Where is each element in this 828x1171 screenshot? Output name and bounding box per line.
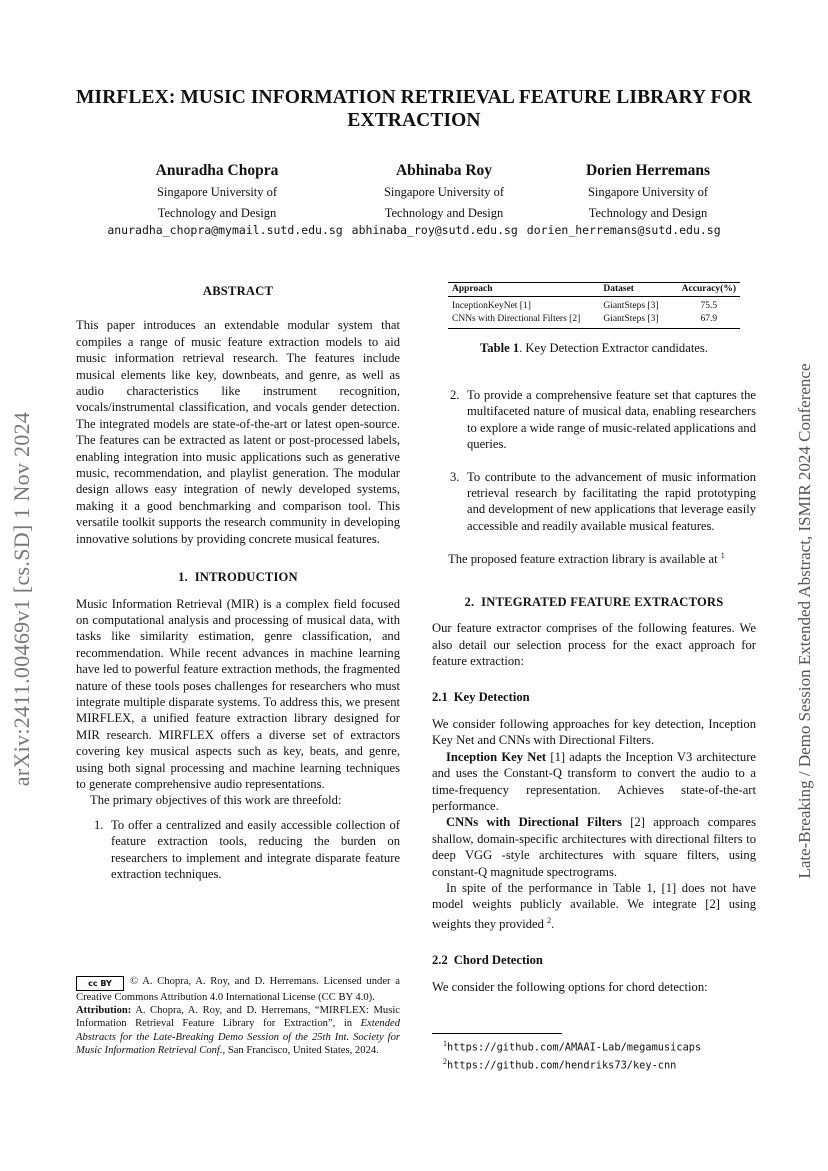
intro-paragraph-2: The primary objectives of this work are threefold: (90, 793, 342, 808)
author-affiliation: Singapore University of (383, 185, 505, 199)
footnote-link[interactable]: https://github.com/AMAAI-Lab/megamusicaps (447, 1041, 702, 1054)
chord-detection-p1: We consider the following options for chord detection: (432, 979, 708, 994)
objective-item-3: 3. To contribute to the advancement of music information retrieval research by facilitating the rapid prototyping and development of new applications that leverage easily accessible and readily available musical features. (450, 469, 756, 533)
left-column (76, 283, 400, 882)
author-affiliation: Technology and Design (588, 205, 708, 220)
author-affiliation: Singapore University of (156, 185, 278, 199)
author-affiliation: Technology and Design (157, 205, 277, 220)
table-row: InceptionKeyNet [1] GiantSteps [3] 75.5 (448, 297, 740, 314)
author-block-1 (97, 160, 337, 223)
table-1-caption: Table 1. Key Detection Extractor candidates. (480, 341, 708, 355)
table-row: CNNs with Directional Filters [2] GiantSteps [3] 67.9 (452, 314, 718, 324)
table-header: Dataset (603, 284, 634, 294)
paper-title: MIRFLEX: MUSIC INFORMATION RETRIEVAL FEATURE LIBRARY FOR EXTRACTION (76, 87, 752, 131)
license-footnote: cc BY © A. Chopra, A. Roy, and D. Herremans. Licensed under a Creative Commons Attribution 4.0 International License (CC BY 4.0). Attribution: A. Chopra, A. Roy, and D. Herremans, “MIRFLEX: Music Information Retrieval Feature Library for Extraction”, in Extended Abstracts for the Late-Breaking Demo Session of the 25th Int. Society for Music Information Retrieval Conf., San Francisco, United States, 2024. (76, 976, 400, 1056)
author-name: Anuradha Chopra (155, 162, 279, 179)
key-detection-p2: Inception Key Net [1] adapts the Inception V3 architecture and uses the Constant-Q transform to convert the audio to a time-frequency representation. Achieves state-of-the-art performance. (432, 749, 756, 813)
author-name: Abhinaba Roy (395, 162, 493, 179)
author-block-3 (528, 160, 768, 223)
author-affiliation: Technology and Design (384, 205, 504, 220)
author-name: Dorien Herremans (585, 162, 711, 179)
section-2-heading: 2. INTEGRATED FEATURE EXTRACTORS (464, 594, 724, 609)
subsection-2-1-heading: 2.1 Key Detection (432, 690, 530, 705)
right-column (432, 387, 756, 995)
footnote-link[interactable]: https://github.com/hendriks73/key-cnn (447, 1059, 677, 1072)
table-header: Accuracy(%) (681, 284, 736, 294)
author-emails (60, 223, 768, 237)
author-email: abhinaba_roy@sutd.edu.sg (351, 223, 518, 237)
author-email: anuradha_chopra@mymail.sutd.edu.sg (107, 223, 343, 237)
footnote-2: $^2$https://github.com/hendriks73/key-cnn (443, 1056, 677, 1072)
objective-item-1: 1. To offer a centralized and easily accessible collection of feature extraction tools, reducing the burden on researchers to implement and integrate disparate feature extraction techniques. (94, 817, 400, 881)
availability-sentence: The proposed feature extraction library is available at $^1$ (448, 551, 725, 567)
footnote-1: $^1$https://github.com/AMAAI-Lab/megamusicaps (443, 1039, 702, 1054)
table-header: Approach (452, 284, 493, 294)
abstract-heading: ABSTRACT (202, 284, 274, 298)
objective-item-2: 2. To provide a comprehensive feature set that captures the multifaceted nature of musical data, enabling researchers to explore a wide range of music-related applications and queries. (450, 388, 756, 452)
key-detection-p3: CNNs with Directional Filters [2] approach compares shallow, domain-specific architectures with directional filters to deep VGG -style architectures with square filters, using constant-Q magnitude spectrograms. (432, 815, 756, 879)
subsection-2-2-heading: 2.2 Chord Detection (432, 953, 543, 968)
abstract-text: This paper introduces an extendable modular system that compiles a range of music feature extraction models to aid music information retrieval research. The features include musical elements like key, downbeats, and genre, as well as audio characteristics like instrument recognition, vocals/instrumental classification, and vocals gender detection. The integrated models are state-of-the-art or latest open-source. The features can be extracted as latent or post-processed labels, enabling integration into music applications such as generative music, recommendation, and playlist generation. The modular design allows easy integration of newly developed systems, making it a good benchmarking and comparison tool. This versatile toolkit supports the research community in developing innovative solutions by providing concrete musical features. (76, 318, 400, 546)
section-2-intro: Our feature extractor comprises of the following features. We also detail our selection process for the exact approach for feature extraction: (432, 621, 756, 669)
author-email: dorien_herremans@sutd.edu.sg (526, 223, 721, 237)
table-1 (448, 282, 740, 329)
footnotes (443, 1037, 763, 1072)
key-detection-p1: We consider following approaches for key detection, Inception Key Net and CNNs with Directional Filters. (432, 716, 756, 748)
intro-heading: 1. INTRODUCTION (178, 570, 298, 585)
author-affiliation: Singapore University of (587, 185, 709, 199)
footnote-rule (432, 1033, 562, 1034)
intro-paragraph-1: Music Information Retrieval (MIR) is a complex field focused on computational analysis and processing of musical data, with tasks like similarity estimation, genre classification, and recommendation. While recent advances in machine learning have led to powerful feature extraction methods, the fragmented nature of these tools poses challenges for researchers who must integrate multiple disparate systems. To address this, we present MIRFLEX, a unified feature extraction library designed for MIR research. MIRFLEX offers a diverse set of extractors covering key musical aspects such as key, beats, and genre, using both signal processing and machine learning techniques to generate comprehensive audio representations. (76, 596, 400, 791)
key-detection-p4: In spite of the performance in Table 1, [1] does not have model weights publicly available. We integrate [2] using weights they provided $^2$. (432, 880, 756, 931)
cc-by-badge-icon: cc BY (76, 976, 124, 991)
